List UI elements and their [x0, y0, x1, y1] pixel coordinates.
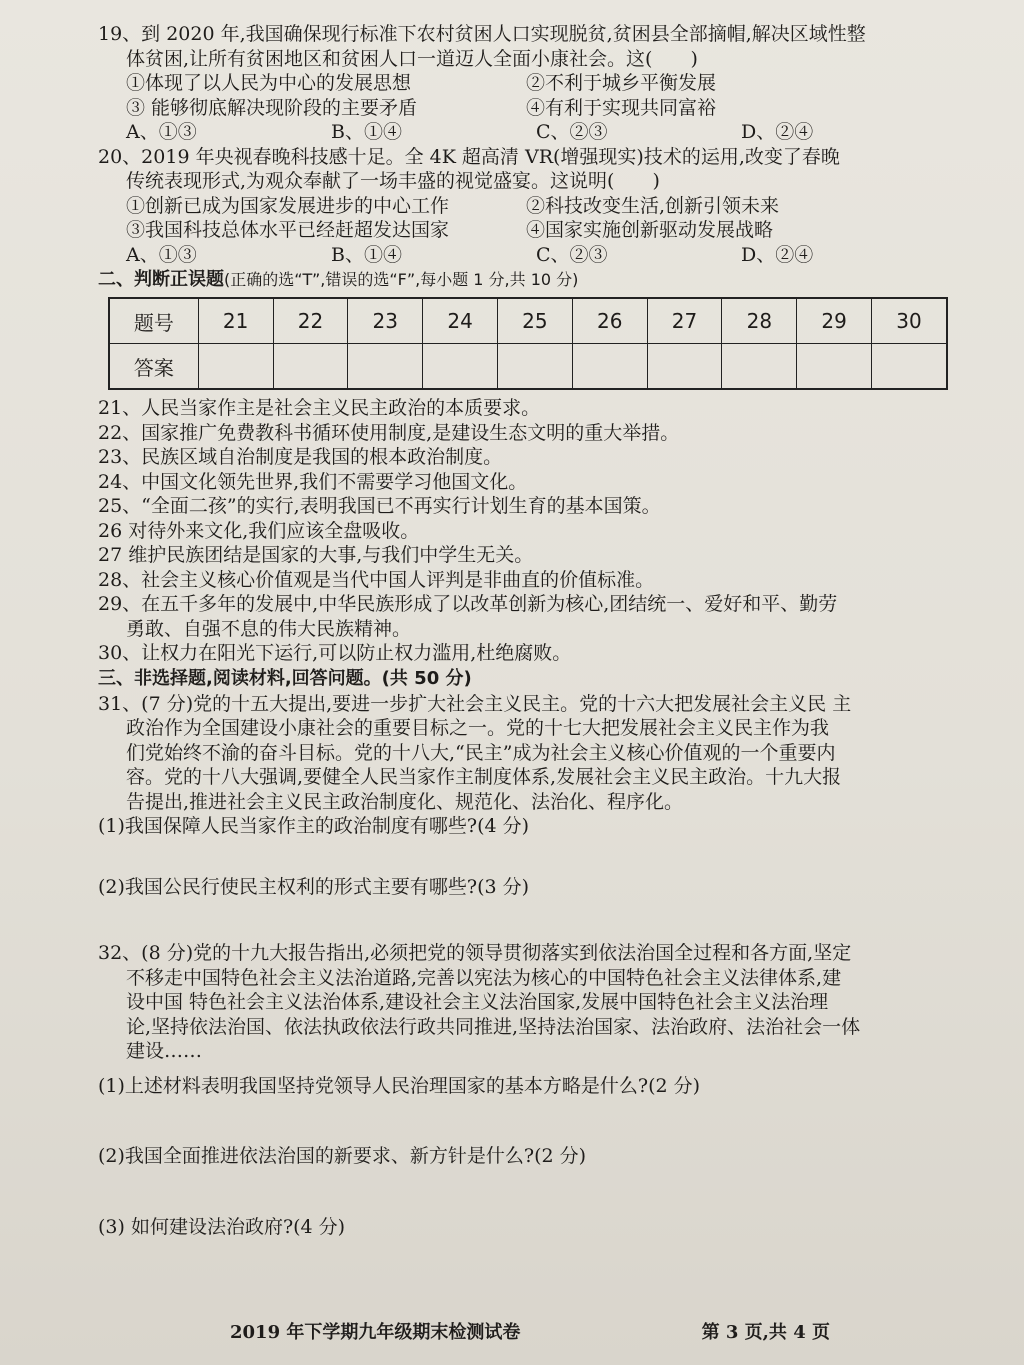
question-20-line-2: 传统表现形式,为观众奉献了一场丰盛的视觉盛宴。这说明( ) [126, 170, 660, 192]
question-32-sub-3: (3) 如何建设法治政府?(4 分) [98, 1215, 346, 1238]
answer-table [108, 297, 948, 390]
section-2-title: 二、判断正误题 [98, 269, 224, 290]
answer-table-number: 25 [498, 298, 573, 344]
answer-table-number: 26 [572, 298, 647, 344]
q20-statement-3: ③我国科技总体水平已经赶超发达国家 [126, 219, 450, 241]
q20-choice-c: C、②③ [536, 243, 608, 266]
q19-statement-2: ②不利于城乡平衡发展 [526, 72, 717, 94]
q19-choice-b: B、①④ [331, 121, 402, 143]
question-20-statements-a [98, 194, 948, 219]
question-32-line-3: 设中国 特色社会主义法治体系,建设社会主义法治国家,发展中国特色社会主义法治理 [126, 991, 829, 1013]
judgment-29: 29、在五千多年的发展中,中华民族形成了以改革创新为核心,团结统一、爱好和平、勤劳 [98, 593, 838, 615]
question-31-sub-1: (1)我国保障人民当家作主的政治制度有哪些?(4 分) [98, 815, 530, 837]
question-32-line-4: 论,坚持依法治国、依法执政依法行政共同推进,坚持法治国家、法治政府、法治社会一体 [126, 1015, 861, 1038]
answer-table-number: 24 [423, 298, 498, 344]
q20-statement-4: ④国家实施创新驱动发展战略 [526, 219, 774, 241]
judgment-29-continued: 勇敢、自强不息的伟大民族精神。 [126, 617, 412, 640]
answer-table-number-row [109, 298, 947, 344]
question-31-line-1: 31、(7 分)党的十五大提出,要进一步扩大社会主义民主。党的十六大把发展社会主义民 主 [98, 692, 852, 715]
answer-space[interactable] [98, 1169, 948, 1215]
question-20-choices [98, 243, 948, 268]
question-20-line-1: 20、2019 年央视春晚科技感十足。全 4K 超高清 VR(增强现实)技术的运用,改变了春晚 [98, 145, 840, 168]
question-32-sub-1: (1)上述材料表明我国坚持党领导人民治理国家的基本方略是什么?(2 分) [98, 1074, 701, 1097]
answer-cell[interactable] [647, 344, 722, 390]
question-32 [98, 941, 948, 1239]
judgment-26: 26 对待外来文化,我们应该全盘吸收。 [98, 519, 420, 542]
q20-statement-2: ②科技改变生活,创新引领未来 [526, 194, 780, 217]
question-32-line-1: 32、(8 分)党的十九大报告指出,必须把党的领导贯彻落实到依法治国全过程和各方面,坚定 [98, 942, 852, 964]
question-32-sub-2: (2)我国全面推进依法治国的新要求、新方针是什么?(2 分) [98, 1145, 587, 1167]
answer-table-number: 21 [198, 298, 273, 344]
section-2-note: (正确的选“T”,错误的选“F”,每小题 1 分,共 10 分) [224, 270, 579, 289]
answer-table-number: 22 [273, 298, 348, 344]
judgment-21: 21、人民当家作主是社会主义民主政治的本质要求。 [98, 397, 541, 419]
answer-space[interactable] [98, 839, 948, 875]
q20-choice-a: A、①③ [126, 243, 197, 266]
footer-exam-title: 2019 年下学期九年级期末检测试卷 [230, 1322, 521, 1343]
question-19-line-2: 体贫困,让所有贫困地区和贫困人口一道迈人全面小康社会。这( ) [126, 47, 698, 70]
q20-statement-1: ①创新已成为国家发展进步的中心工作 [126, 194, 450, 217]
q20-choice-d: D、②④ [741, 243, 814, 266]
answer-table-number: 28 [722, 298, 797, 344]
page-footer [230, 1318, 830, 1344]
answer-cell[interactable] [273, 344, 348, 390]
question-31-line-3: 们党始终不渝的奋斗目标。党的十八大,“民主”成为社会主义核心价值观的一个重要内 [126, 741, 836, 764]
judgment-23: 23、民族区域自治制度是我国的根本政治制度。 [98, 446, 503, 468]
question-32-line-5: 建设…… [126, 1040, 203, 1062]
answer-cell[interactable] [572, 344, 647, 390]
answer-cell[interactable] [198, 344, 273, 390]
q19-statement-1: ①体现了以人民为中心的发展思想 [126, 72, 412, 94]
q20-choice-b: B、①④ [331, 243, 402, 266]
q19-choice-a: A、①③ [126, 121, 197, 143]
answer-table-number: 23 [348, 298, 423, 344]
judgment-22: 22、国家推广免费教科书循环使用制度,是建设生态文明的重大举措。 [98, 421, 680, 444]
question-31-line-2: 政治作为全国建设小康社会的重要目标之一。党的十七大把发展社会主义民主作为我 [126, 717, 830, 739]
answer-cell[interactable] [872, 344, 947, 390]
answer-cell[interactable] [797, 344, 872, 390]
question-19 [98, 22, 948, 145]
question-19-choices [98, 120, 948, 145]
judgment-27: 27 维护民族团结是国家的大事,与我们中学生无关。 [98, 544, 534, 566]
question-20 [98, 145, 948, 268]
exam-content [98, 22, 948, 1239]
judgment-28: 28、社会主义核心价值观是当代中国人评判是非曲直的价值标准。 [98, 568, 655, 591]
answer-cell[interactable] [722, 344, 797, 390]
q19-choice-c: C、②③ [536, 121, 608, 143]
q19-statement-3: ③ 能够彻底解决现阶段的主要矛盾 [126, 96, 418, 119]
answer-table-number: 29 [797, 298, 872, 344]
answer-cell[interactable] [498, 344, 573, 390]
question-31-line-5: 告提出,推进社会主义民主政治制度化、规范化、法治化、程序化。 [126, 790, 684, 813]
footer-page-number: 第 3 页,共 4 页 [701, 1322, 830, 1343]
answer-space[interactable] [98, 899, 948, 941]
section-2-heading [98, 267, 948, 293]
answer-space[interactable] [98, 1098, 948, 1144]
answer-table-answer-row [109, 344, 947, 390]
question-31 [98, 692, 948, 942]
section-3-heading: 三、非选择题,阅读材料,回答问题。(共 50 分) [98, 667, 472, 689]
question-19-line-1: 19、到 2020 年,我国确保现行标准下农村贫困人口实现脱贫,贫困县全部摘帽,解决区域性整 [98, 23, 866, 45]
question-32-line-2: 不移走中国特色社会主义法治道路,完善以宪法为核心的中国特色社会主义法律体系,建 [126, 966, 842, 989]
judgment-30: 30、让权力在阳光下运行,可以防止权力滥用,杜绝腐败。 [98, 642, 572, 664]
question-20-statements-b [98, 218, 948, 243]
question-31-line-4: 容。党的十八大强调,要健全人民当家作主制度体系,发展社会主义民主政治。十九大报 [126, 766, 842, 788]
answer-cell[interactable] [423, 344, 498, 390]
question-31-sub-2: (2)我国公民行使民主权利的形式主要有哪些?(3 分) [98, 875, 530, 898]
judgment-24: 24、中国文化领先世界,我们不需要学习他国文化。 [98, 470, 528, 493]
judgment-list [98, 396, 948, 666]
answer-table-number-label: 题号 [109, 298, 198, 344]
q19-choice-d: D、②④ [741, 121, 814, 143]
answer-cell[interactable] [348, 344, 423, 390]
question-19-statements-a [98, 71, 948, 96]
answer-table-number: 27 [647, 298, 722, 344]
question-19-statements-b [98, 96, 948, 121]
answer-table-number: 30 [872, 298, 947, 344]
q19-statement-4: ④有利于实现共同富裕 [526, 96, 717, 119]
judgment-25: 25、“全面二孩”的实行,表明我国已不再实行计划生育的基本国策。 [98, 495, 661, 517]
answer-table-answer-label: 答案 [109, 344, 198, 390]
